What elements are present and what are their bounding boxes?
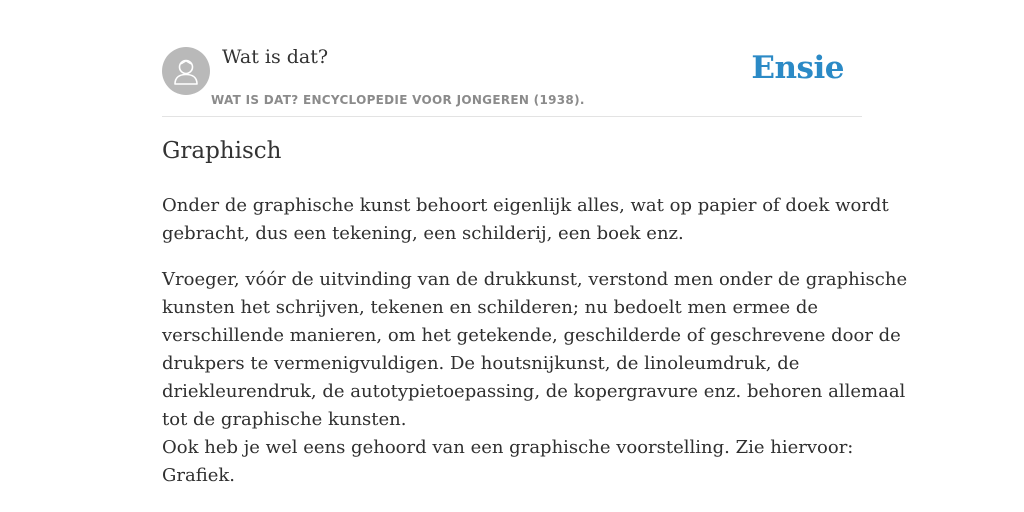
text-line: kunsten het schrijven, tekenen en schilderen; nu bedoelt men ermee de [162,297,819,318]
source-title-link[interactable]: Wat is dat? [222,46,329,68]
text-line: gebracht, dus een tekening, een schilderij, een boek enz. [162,223,684,244]
text-line: verschillende manieren, om het getekende, geschilderde of geschrevene door de [162,325,901,346]
entry-title: Graphisch [162,138,282,164]
brand-logo[interactable]: Ensie [751,50,844,86]
avatar[interactable] [162,47,210,95]
source-subtitle: WAT IS DAT? ENCYCLOPEDIE VOOR JONGEREN (1938). [211,93,585,107]
text-line: Vroeger, vóór de uitvinding van de drukkunst, verstond men onder de graphische [162,269,908,290]
text-line: Onder de graphische kunst behoort eigenlijk alles, wat op papier of doek wordt [162,195,889,216]
user-icon [162,47,210,95]
entry-body [162,192,908,508]
source-header [162,0,862,117]
text-line: Grafiek. [162,465,236,486]
text-line: driekleurendruk, de autotypietoepassing, de kopergravure enz. behoren allemaal [162,381,906,402]
paragraph-1 [162,192,889,248]
text-line: Ook heb je wel eens gehoord van een graphische voorstelling. Zie hiervoor: [162,437,854,458]
page-container [162,0,908,486]
text-line: drukpers te vermenigvuldigen. De houtsnijkunst, de linoleumdruk, de [162,353,800,374]
paragraph-2 [162,266,908,490]
text-line: tot de graphische kunsten. [162,409,407,430]
